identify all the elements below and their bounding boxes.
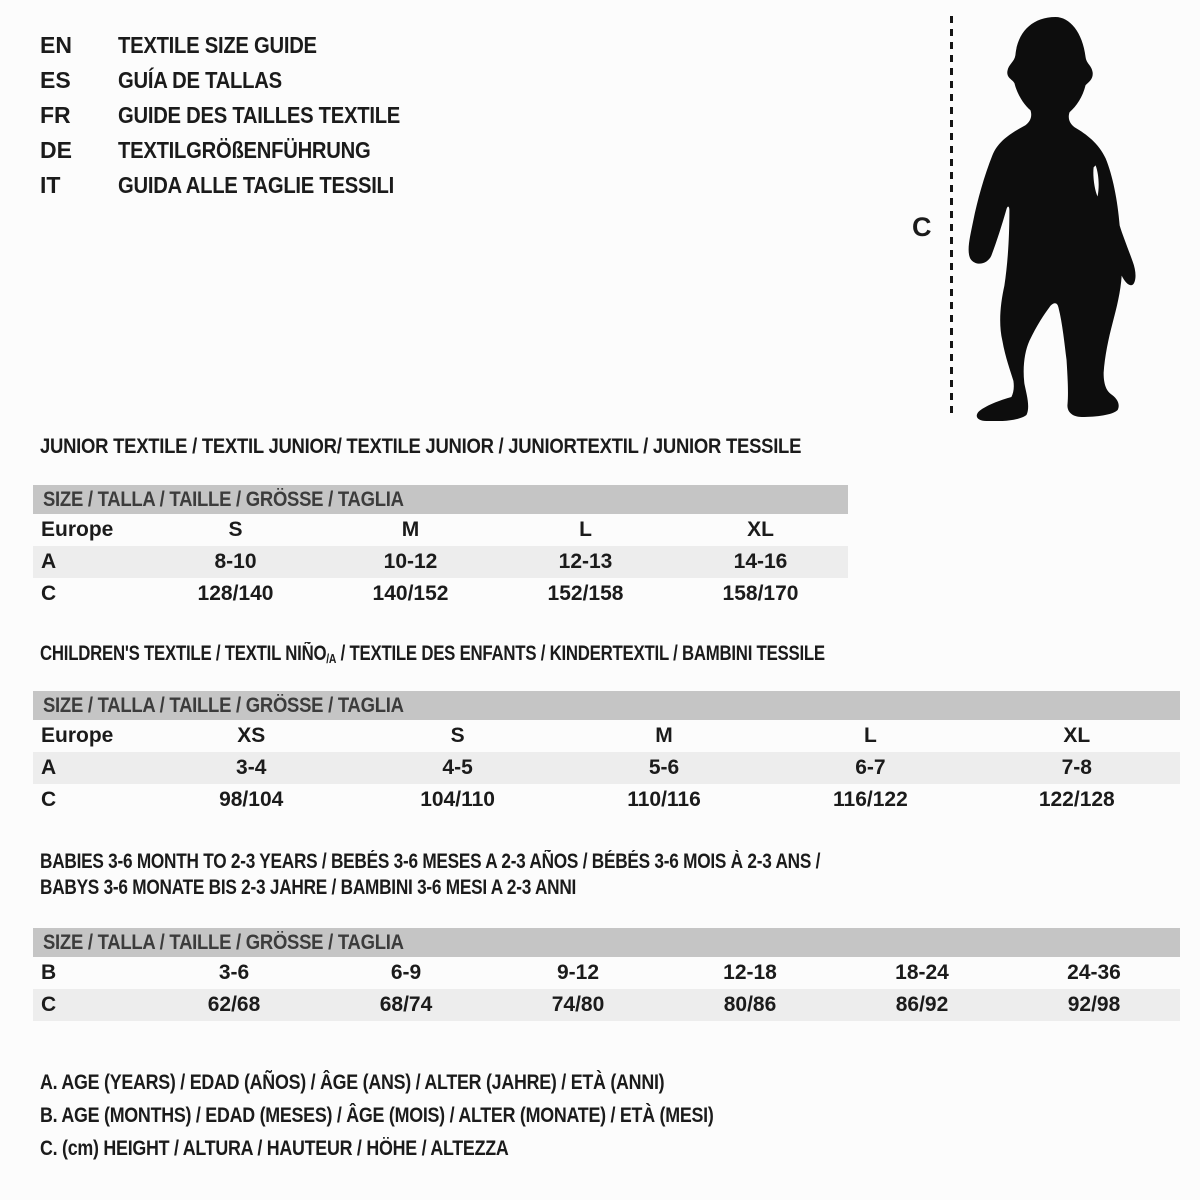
guide-title-en: TEXTILE SIZE GUIDE	[118, 32, 317, 58]
table-cell: 98/104	[219, 788, 284, 811]
table-cell: 122/128	[1038, 788, 1115, 811]
table-cell: S	[228, 518, 243, 541]
table-cell: 140/152	[372, 582, 449, 605]
row-label: C	[41, 788, 57, 811]
table-cell: 80/86	[723, 993, 777, 1016]
table-row-age-months	[33, 957, 1180, 989]
table-cell: M	[401, 518, 420, 541]
size-header-label: SIZE / TALLA / TAILLE / GRÖSSE / TAGLIA	[43, 487, 404, 511]
junior-size-table	[33, 485, 848, 610]
table-cell: S	[450, 724, 465, 747]
table-cell: 62/68	[207, 993, 261, 1016]
language-code: ES	[40, 67, 71, 93]
legend	[40, 1066, 832, 1165]
size-header-bar	[33, 928, 1180, 957]
language-code: IT	[40, 172, 61, 198]
size-header-label: SIZE / TALLA / TAILLE / GRÖSSE / TAGLIA	[43, 693, 404, 717]
children-size-table	[33, 691, 1180, 816]
table-cell: L	[863, 724, 877, 747]
table-cell: 7-8	[1061, 756, 1092, 779]
legend-text-c: C. (cm) HEIGHT / ALTURA / HAUTEUR / HÖHE / ALTEZZA	[40, 1137, 509, 1160]
table-cell: 14-16	[733, 550, 788, 573]
junior-title-text: JUNIOR TEXTILE / TEXTIL JUNIOR/ TEXTILE JUNIOR / JUNIORTEXTIL / JUNIOR TESSILE	[40, 435, 802, 458]
children-title-suffix: / TEXTILE DES ENFANTS / KINDERTEXTIL / BAMBINI TESSILE	[336, 642, 825, 665]
language-list	[40, 28, 439, 203]
table-cell: 12-18	[723, 961, 777, 984]
table-cell: XL	[747, 518, 774, 541]
guide-title-de: TEXTILGRÖßENFÜHRUNG	[118, 137, 371, 163]
table-cell: 158/170	[722, 582, 799, 605]
table-cell: 10-12	[383, 550, 438, 573]
table-row-age-years	[33, 752, 1180, 784]
language-row-de	[40, 133, 439, 168]
table-row-height	[33, 989, 1180, 1021]
table-cell: 86/92	[895, 993, 949, 1016]
table-cell: 128/140	[197, 582, 274, 605]
table-row-europe	[33, 514, 848, 546]
table-cell: 4-5	[442, 756, 473, 779]
height-measure-line	[950, 16, 953, 416]
babies-title-line2: BABYS 3-6 MONATE BIS 2-3 JAHRE / BAMBINI 3-6 MESI A 2-3 ANNI	[40, 876, 577, 899]
children-title-sub: /A	[326, 651, 337, 666]
table-cell: 92/98	[1067, 993, 1121, 1016]
table-cell: 9-12	[556, 961, 600, 984]
table-cell: 152/158	[547, 582, 624, 605]
table-cell: 24-36	[1067, 961, 1121, 984]
language-row-es	[40, 63, 439, 98]
table-cell: 3-4	[236, 756, 267, 779]
table-cell: 8-10	[214, 550, 257, 573]
row-label: C	[41, 993, 57, 1016]
babies-title-line1: BABIES 3-6 MONTH TO 2-3 YEARS / BEBÉS 3-6 MESES A 2-3 AÑOS / BÉBÉS 3-6 MOIS À 2-3 ANS /	[40, 850, 821, 873]
guide-title-it: GUIDA ALLE TAGLIE TESSILI	[118, 172, 395, 198]
language-row-fr	[40, 98, 439, 133]
table-row-height	[33, 578, 848, 610]
table-cell: 116/122	[833, 788, 908, 811]
table-row-age-years	[33, 546, 848, 578]
legend-text-a: A. AGE (YEARS) / EDAD (AÑOS) / ÂGE (ANS) / ALTER (JAHRE) / ETÀ (ANNI)	[40, 1071, 665, 1094]
table-cell: 12-13	[558, 550, 613, 573]
height-marker-label: C	[912, 212, 932, 242]
row-label: A	[41, 550, 57, 573]
legend-line-c	[40, 1132, 832, 1165]
size-header-bar	[33, 485, 848, 514]
table-cell: 104/110	[420, 788, 495, 811]
babies-section-title	[40, 849, 991, 901]
children-section-title	[40, 641, 1021, 669]
language-row-it	[40, 168, 439, 203]
table-cell: 3-6	[218, 961, 250, 984]
legend-line-a	[40, 1066, 832, 1099]
guide-title-fr: GUIDE DES TAILLES TEXTILE	[118, 102, 401, 128]
table-row-europe	[33, 720, 1180, 752]
table-cell: 6-9	[390, 961, 422, 984]
table-row-height	[33, 784, 1180, 816]
language-row-en	[40, 28, 439, 63]
size-header-label: SIZE / TALLA / TAILLE / GRÖSSE / TAGLIA	[43, 930, 404, 954]
table-cell: 68/74	[379, 993, 433, 1016]
children-title-prefix: CHILDREN'S TEXTILE / TEXTIL NIÑO	[40, 642, 327, 665]
language-code: EN	[40, 32, 72, 58]
babies-size-table	[33, 928, 1180, 1021]
table-cell: 74/80	[551, 993, 605, 1016]
legend-text-b: B. AGE (MONTHS) / EDAD (MESES) / ÂGE (MOIS) / ALTER (MONATE) / ETÀ (MESI)	[40, 1104, 714, 1127]
table-cell: 6-7	[855, 756, 886, 779]
guide-title-es: GUÍA DE TALLAS	[118, 67, 282, 93]
legend-line-b	[40, 1099, 832, 1132]
table-cell: XS	[237, 724, 266, 747]
table-cell: M	[655, 724, 673, 747]
row-label: A	[41, 756, 57, 779]
row-label: Europe	[41, 518, 114, 541]
table-cell: 18-24	[895, 961, 949, 984]
size-header-bar	[33, 691, 1180, 720]
language-code: DE	[40, 137, 72, 163]
baby-silhouette-icon	[962, 15, 1138, 421]
table-cell: 5-6	[648, 756, 680, 779]
language-code: FR	[40, 102, 71, 128]
row-label: Europe	[41, 724, 114, 747]
junior-section-title	[40, 434, 905, 460]
table-cell: 110/116	[627, 788, 701, 811]
table-cell: XL	[1063, 724, 1091, 747]
children-title-text	[40, 641, 825, 669]
table-cell: L	[579, 518, 592, 541]
row-label: C	[41, 582, 57, 605]
row-label: B	[41, 961, 57, 984]
